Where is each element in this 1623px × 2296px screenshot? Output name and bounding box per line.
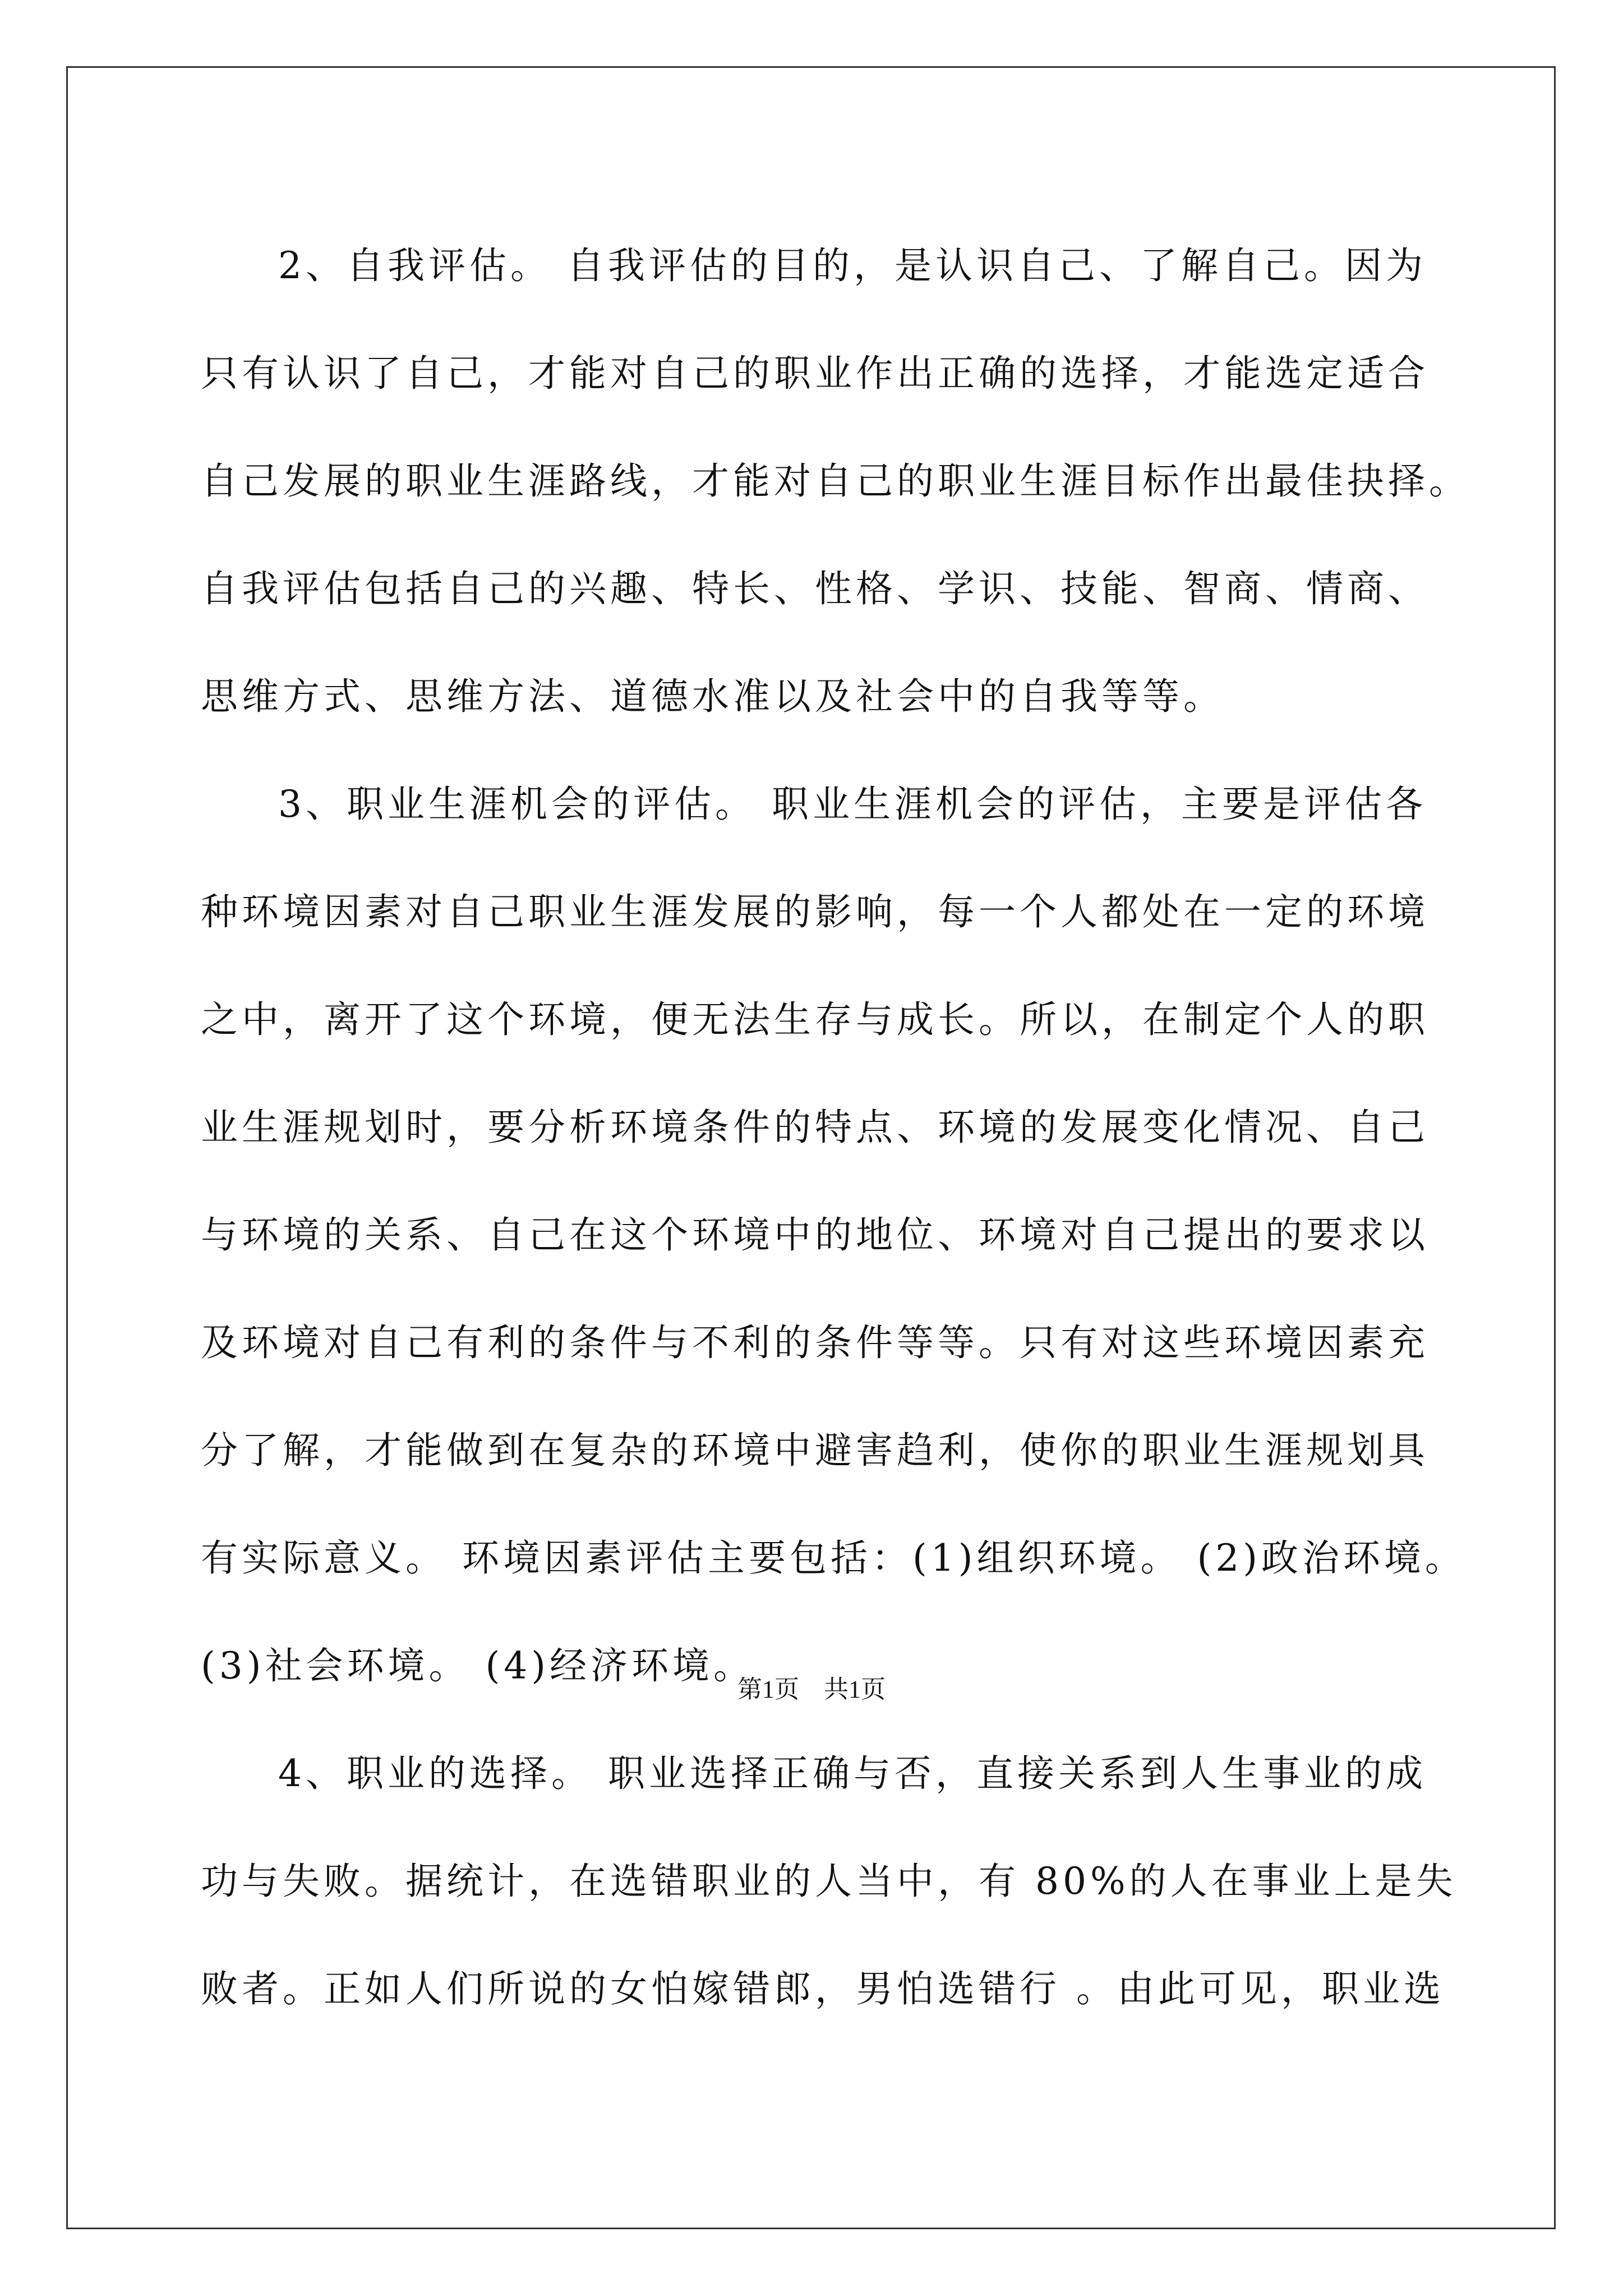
- paragraph-self-assessment: [201, 212, 1470, 751]
- text-line: 功与失败。据统计，在选错职业的人当中，有 80%的人在事业上是失: [201, 1860, 1457, 1903]
- paragraph-opportunity-assessment: [201, 751, 1466, 1720]
- text-line: 与环境的关系、自己在这个环境中的地位、环境对自己提出的要求以: [201, 1213, 1429, 1257]
- text-line: 业生涯规划时，要分析环境条件的特点、环境的发展变化情况、自己: [201, 1106, 1429, 1149]
- text-line: 之中，离开了这个环境，便无法生存与成长。所以，在制定个人的职: [201, 998, 1429, 1041]
- text-line: 分了解，才能做到在复杂的环境中避害趋利，使你的职业生涯规划具: [201, 1429, 1429, 1472]
- text-line: 及环境对自己有利的条件与不利的条件等等。只有对这些环境因素充: [201, 1321, 1429, 1364]
- text-line: 3、职业生涯机会的评估。 职业生涯机会的评估，主要是评估各: [278, 783, 1427, 826]
- text-line: 种环境因素对自己职业生涯发展的影响，每一个人都处在一定的环境: [201, 890, 1429, 933]
- text-line: 自我评估包括自己的兴趣、特长、性格、学识、技能、智商、情商、: [201, 567, 1429, 610]
- paragraph-career-choice: [201, 1720, 1457, 2043]
- text-line: (3)社会环境。 (4)经济环境。: [201, 1644, 754, 1687]
- text-line: 4、职业的选择。 职业选择正确与否，直接关系到人生事业的成: [278, 1752, 1427, 1795]
- text-line: 有实际意义。 环境因素评估主要包括：(1)组织环境。 (2)政治环境。: [201, 1536, 1466, 1580]
- text-line: 自己发展的职业生涯路线，才能对自己的职业生涯目标作出最佳抉择。: [201, 459, 1470, 503]
- text-line: 败者。正如人们所说的女怕嫁错郎，男怕选错行 。由此可见，职业选: [201, 1967, 1445, 2010]
- document-body: [201, 212, 1470, 2043]
- page-footer: 第1页 共1页: [737, 1676, 886, 1703]
- text-line: 只有认识了自己，才能对自己的职业作出正确的选择，才能选定适合: [201, 352, 1429, 395]
- text-line: 2、自我评估。 自我评估的目的，是认识自己、了解自己。因为: [278, 244, 1427, 287]
- text-line: 思维方式、思维方法、道德水准以及社会中的自我等等。: [201, 675, 1224, 718]
